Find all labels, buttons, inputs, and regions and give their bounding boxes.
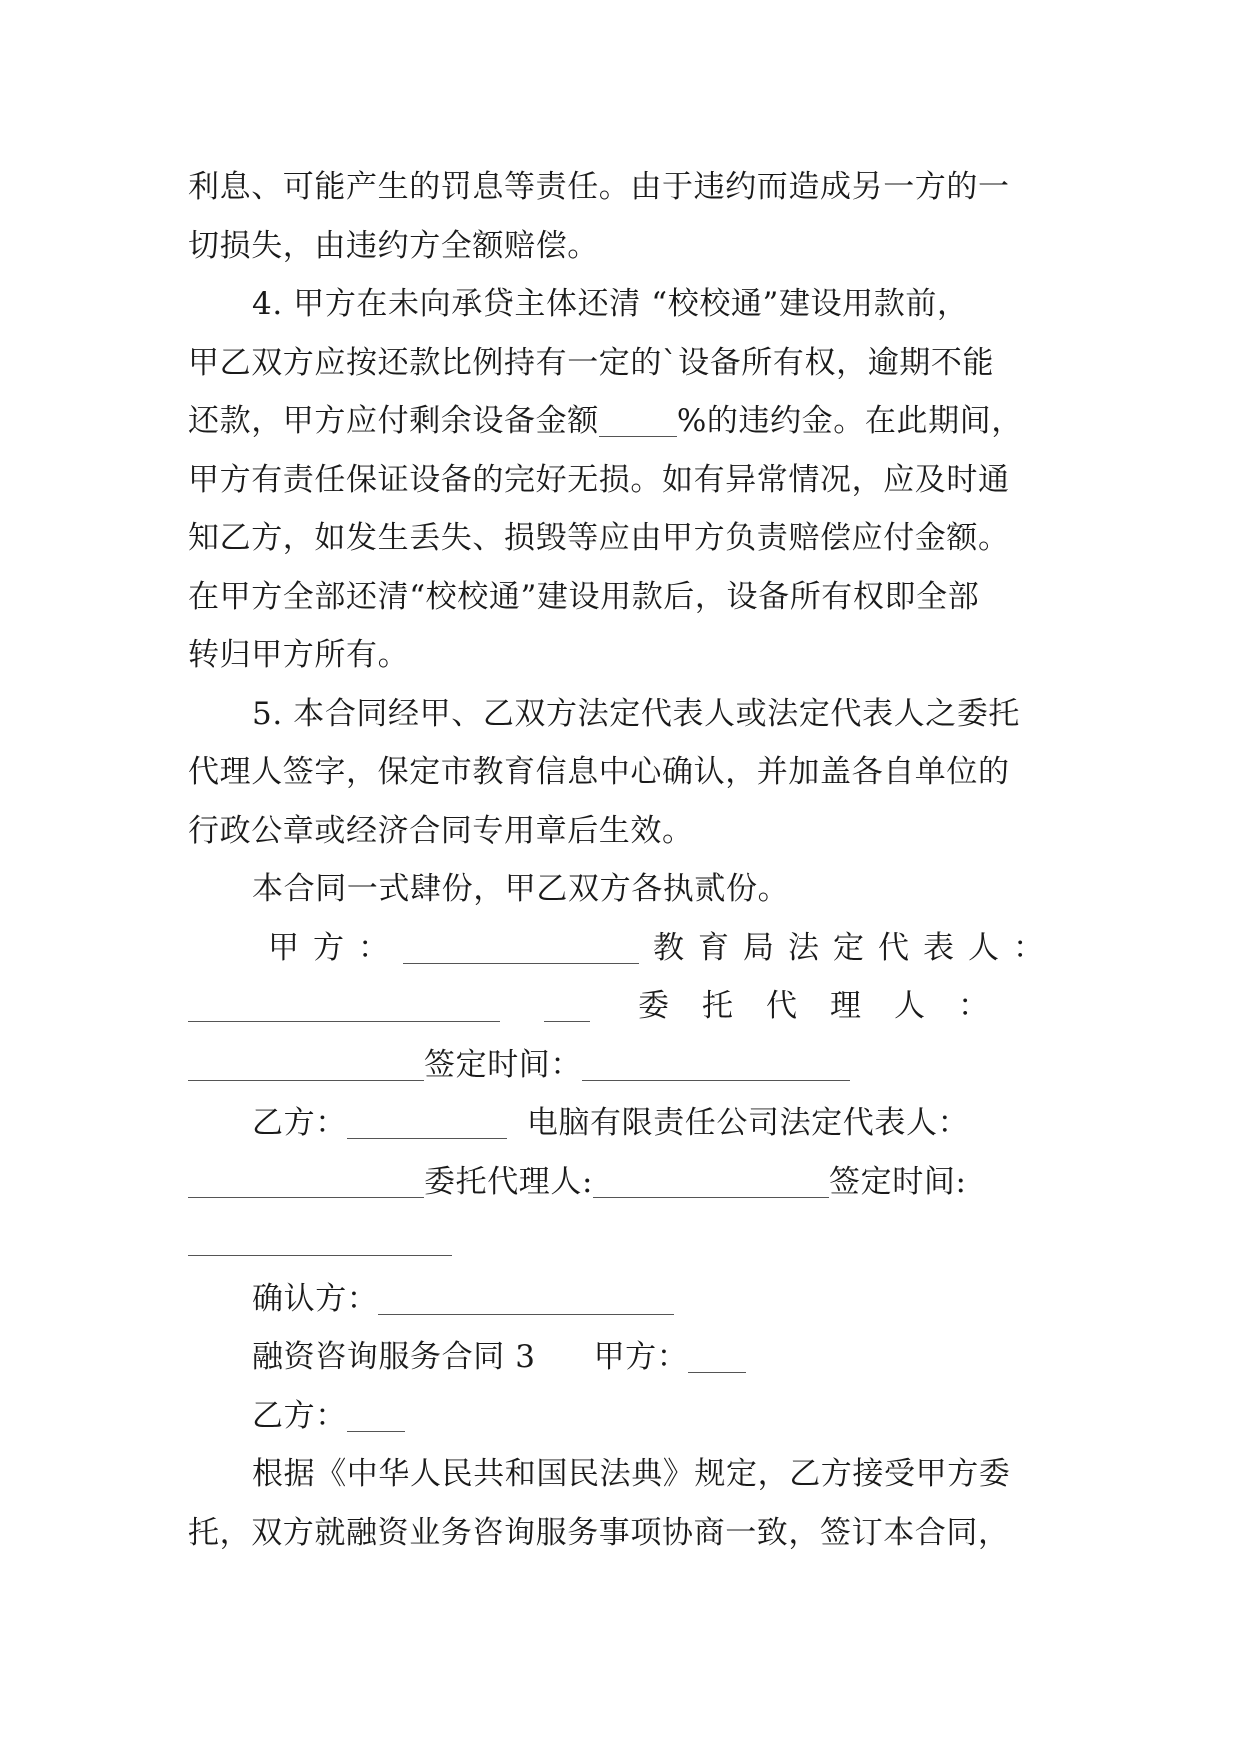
text-line: 行政公章或经济合同专用章后生效。 bbox=[188, 812, 694, 849]
confirm-blank bbox=[378, 1284, 674, 1315]
contract3-party-b-line bbox=[188, 1387, 1058, 1446]
text-fragment: 还款，甲方应付剩余设备金额 bbox=[188, 403, 599, 439]
text-line: 切损失，由违约方全额赔偿。 bbox=[188, 227, 599, 264]
party-b-date-blank bbox=[188, 1225, 452, 1256]
percent-blank bbox=[599, 406, 677, 437]
clause-4-line: 4. 甲方在未向承贷主体还清 “校校通”建设用款前， bbox=[252, 286, 969, 322]
contract3-title: 融资咨询服务合同 3 bbox=[252, 1339, 536, 1375]
document-page bbox=[188, 158, 1058, 1562]
party-b-agent-blank bbox=[593, 1167, 829, 1198]
party-a-agent-blank bbox=[188, 1050, 424, 1081]
party-a-rep-label: 教育局法定代表人： bbox=[653, 929, 1058, 966]
contract3-title-line bbox=[188, 1328, 1058, 1387]
text-line: 利息、可能产生的罚息等责任。由于违约而造成另一方的一 bbox=[188, 169, 1010, 205]
contract3-party-b-label: 乙方： bbox=[252, 1397, 347, 1434]
text-fragment: %的违约金。在此期间， bbox=[676, 403, 1023, 439]
party-a-rep-blank-2 bbox=[544, 991, 590, 1022]
copies-clause: 本合同一式肆份，甲乙双方各执贰份。 bbox=[252, 871, 790, 907]
contract3-intro-line: 根据《中华人民共和国民法典》规定，乙方接受甲方委 bbox=[252, 1456, 1011, 1492]
party-b-date-line bbox=[188, 1211, 1058, 1270]
confirm-line bbox=[188, 1270, 1058, 1329]
party-b-sign-line bbox=[188, 1094, 1058, 1153]
text-line: 转归甲方所有。 bbox=[188, 637, 410, 673]
party-a-agent-line bbox=[188, 977, 1058, 1036]
text-line: 托，双方就融资业务咨询服务事项协商一致，签订本合同， bbox=[188, 1514, 1010, 1551]
text-line: 在甲方全部还清“校校通”建设用款后，设备所有权即全部 bbox=[188, 578, 980, 615]
clause-5-line: 5. 本合同经甲、乙双方法定代表人或法定代表人之委托 bbox=[252, 695, 1021, 732]
text-line: 甲方有责任保证设备的完好无损。如有异常情况，应及时通 bbox=[188, 461, 1010, 498]
party-a-label: 甲方： bbox=[268, 929, 403, 966]
party-a-sign-line bbox=[188, 919, 1058, 978]
text-line: 代理人签字，保定市教育信息中心确认，并加盖各自单位的 bbox=[188, 754, 1010, 790]
contract3-party-a-label: 甲方： bbox=[593, 1339, 689, 1375]
party-b-label: 乙方： bbox=[252, 1105, 347, 1141]
party-a-date-line bbox=[188, 1036, 1058, 1095]
text-line bbox=[188, 392, 1058, 451]
party-b-rep-label: 电脑有限责任公司法定代表人： bbox=[526, 1105, 970, 1141]
party-a-rep-blank bbox=[188, 991, 500, 1022]
party-a-date-blank bbox=[582, 1050, 850, 1081]
party-b-date-label: 签定时间: bbox=[829, 1163, 967, 1200]
contract3-party-b-blank bbox=[347, 1401, 405, 1432]
party-b-agent-line bbox=[188, 1153, 1058, 1212]
party-b-blank bbox=[347, 1108, 507, 1139]
party-a-blank bbox=[403, 933, 639, 964]
party-a-agent-label: 委托代理人： bbox=[638, 988, 1022, 1024]
text-line: 甲乙双方应按还款比例持有一定的`设备所有权，逾期不能 bbox=[188, 344, 995, 381]
contract3-party-a-blank bbox=[688, 1342, 746, 1373]
party-a-date-label: 签定时间： bbox=[424, 1046, 582, 1083]
party-b-rep-blank bbox=[188, 1167, 424, 1198]
confirm-label: 确认方： bbox=[252, 1280, 379, 1317]
party-b-agent-label: 委托代理人: bbox=[424, 1163, 594, 1200]
text-line: 知乙方，如发生丢失、损毁等应由甲方负责赔偿应付金额。 bbox=[188, 520, 1010, 556]
